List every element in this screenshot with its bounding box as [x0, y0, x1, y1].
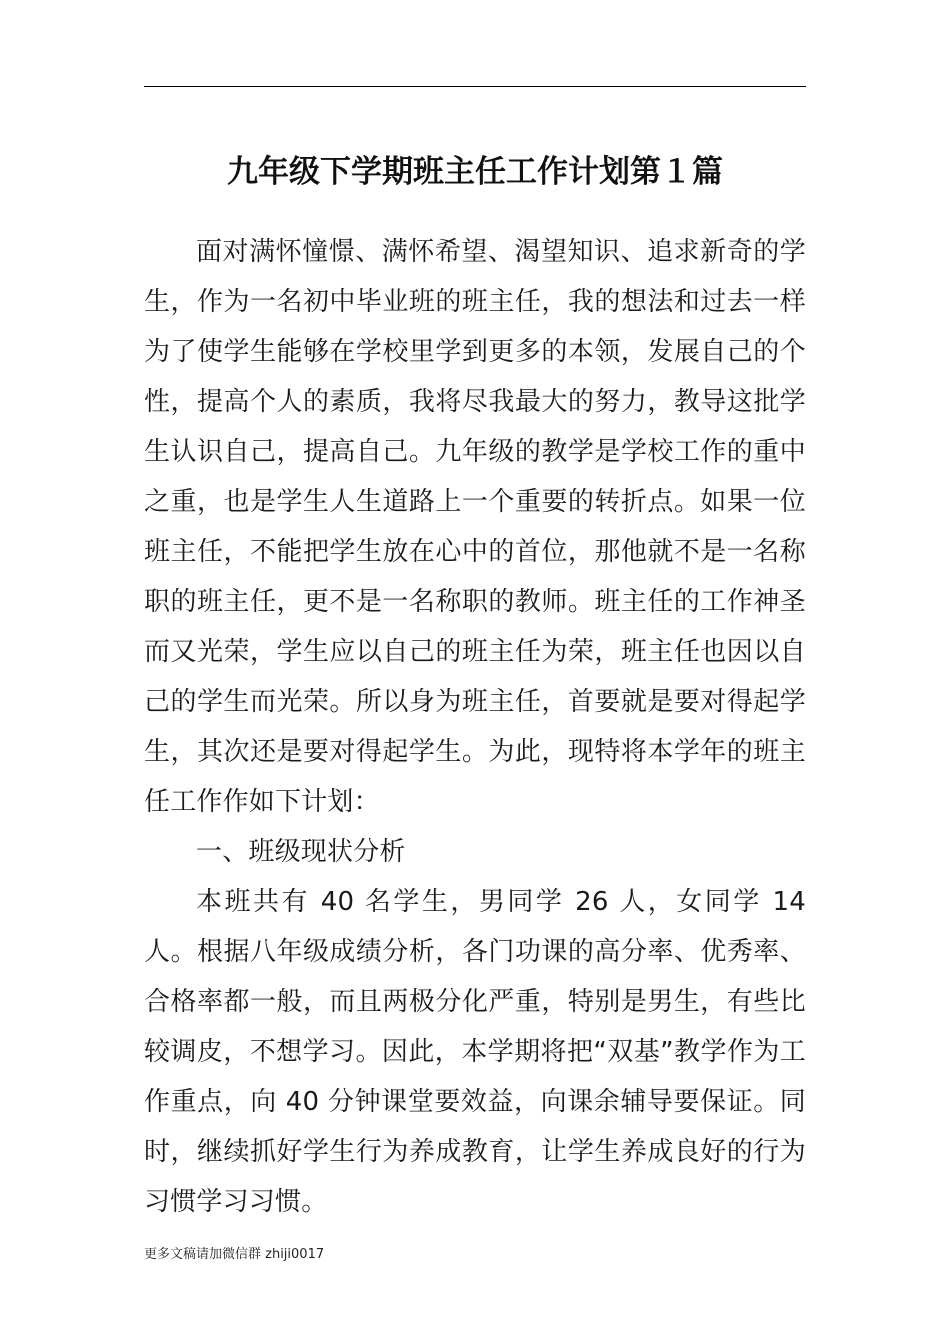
footer-note: 更多文稿请加微信群 zhiji0017 — [144, 1247, 325, 1262]
section-heading-class-status: 一、班级现状分析 — [196, 837, 406, 867]
intro-paragraph: 面对满怀憧憬、满怀希望、渴望知识、追求新奇的学生，作为一名初中毕业班的班主任，我的想法和过去一样为了使学生能够在学校里学到更多的本领，发展自己的个性，提高个人的素质，我将尽我最大的努力，教导这批学生认识自己，提高自己。九年级的教学是学校工作的重中之重，也是学生人生道路上一个重要的转折点。如果一位班主任，不能把学生放在心中的首位，那他就不是一名称职的班主任，更不是一名称职的教师。班主任的工作神圣而又光荣，学生应以自己的班主任为荣，班主任也因以自己的学生而光荣。所以身为班主任，首要就是要对得起学生，其次还是要对得起学生。为此，现特将本学年的班主任工作作如下计划： — [144, 237, 806, 817]
class-status-paragraph: 本班共有 40 名学生，男同学 26 人，女同学 14 人。根据八年级成绩分析，各门功课的高分率、优秀率、合格率都一般，而且两极分化严重，特别是男生，有些比较调皮，不想学习。因此，本学期将把“双基”教学作为工作重点，向 40 分钟课堂要效益，向课余辅导要保证。同时，继续抓好学生行为养成教育，让学生养成良好的行为习惯学习习惯。 — [144, 887, 806, 1217]
header-rule — [144, 86, 806, 87]
document-title: 九年级下学期班主任工作计划第１篇 — [227, 153, 723, 190]
document-body — [144, 227, 806, 1227]
